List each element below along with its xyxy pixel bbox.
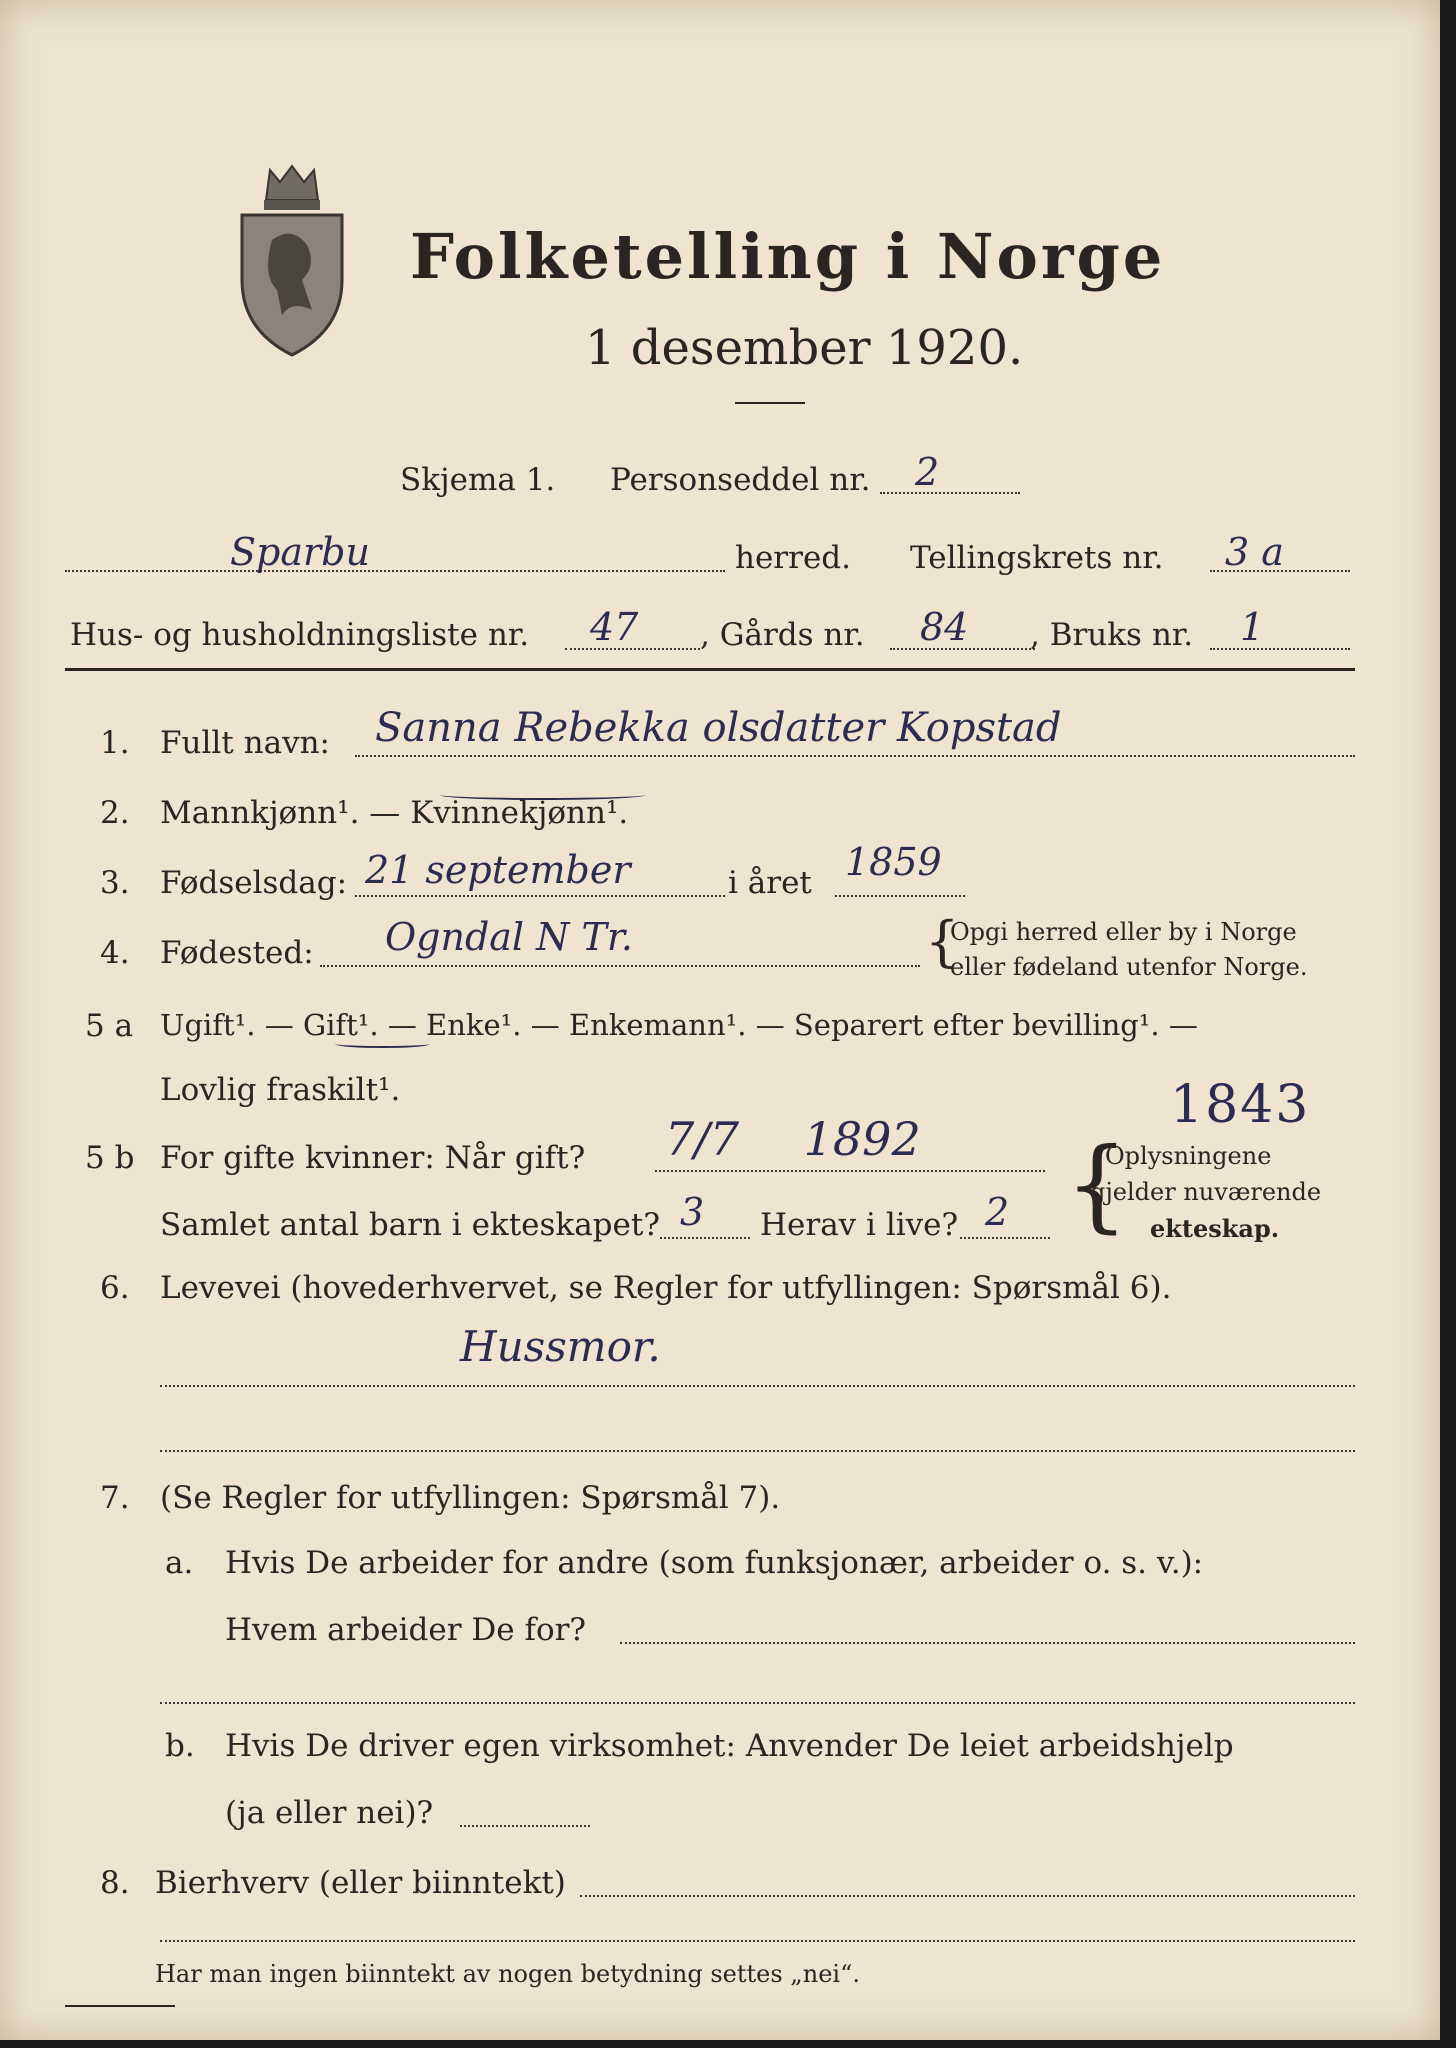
gards-label: , Gårds nr. [700,617,865,653]
herred-label: herred. [735,540,851,576]
q4-birthplace-value: Ogndal N Tr. [385,915,633,959]
q5b-note-line2: gjelder nuværende [1090,1178,1322,1206]
q5b-living-label: Herav i live? [760,1207,959,1243]
q4-label: Fødested: [160,935,314,971]
q4-note-line2: eller fødeland utenfor Norge. [950,953,1308,981]
q8-number: 8. [100,1865,130,1901]
q5b-label: For gifte kvinner: Når gift? [160,1140,586,1176]
q5a-number: 5 a [85,1008,134,1044]
bruks-label: , Bruks nr. [1030,617,1194,653]
q7-label: (Se Regler for utfyllingen: Spørsmål 7). [160,1480,781,1516]
q2-sex-underline-mark [440,790,645,800]
herred-value: Sparbu [230,530,370,574]
q5b-note-line3: ekteskap. [1150,1214,1280,1243]
tellingskrets-value: 3 a [1225,530,1284,574]
q6-number: 6. [100,1270,130,1306]
coat-of-arms-icon [232,160,352,360]
q5a-marital-options: Ugift¹. — Gift¹. — Enke¹. — Enkemann¹. — Separert efter bevilling¹. — [160,1008,1198,1042]
q5a-divorced-option: Lovlig fraskilt¹. [160,1072,401,1108]
q8-label: Bierhverv (eller biinntekt) [155,1865,566,1901]
hus-label: Hus- og husholdningsliste nr. [70,617,530,653]
q7-number: 7. [100,1480,130,1516]
footnote: Har man ingen biinntekt av nogen betydning settes „nei“. [155,1960,860,1988]
personseddel-label: Personseddel nr. [610,462,871,498]
q1-number: 1. [100,725,130,761]
q4-note-line1: Opgi herred eller by i Norge [950,918,1297,946]
tellingskrets-label: Tellingskrets nr. [910,540,1164,576]
q1-full-name-value: Sanna Rebekka olsdatter Kopstad [375,705,1062,751]
gards-value: 84 [920,605,969,649]
q6-label: Levevei (hovederhvervet, se Regler for utfyllingen: Spørsmål 6). [160,1270,1172,1306]
q5b-note-line1: Oplysningene [1105,1142,1272,1170]
q2-number: 2. [100,795,130,831]
form-title: Folketelling i Norge [410,220,1166,293]
q3-birthday-value: 21 september [365,848,631,892]
header-divider [65,668,1355,671]
q4-note-brace: { [925,910,960,973]
q3-number: 3. [100,865,130,901]
q5b-margin-note: 1843 [1170,1075,1311,1135]
q7a-question: Hvem arbeider De for? [225,1612,587,1648]
q4-number: 4. [100,935,130,971]
q2-sex-options: Mannkjønn¹. — Kvinnekjønn¹. [160,795,629,831]
q5b-note-brace: { [1065,1126,1129,1243]
q5b-children-label: Samlet antal barn i ekteskapet? [160,1207,660,1243]
hus-value: 47 [590,605,639,649]
q5b-number: 5 b [85,1140,135,1176]
q5b-married-date-value: 7/7 1892 [665,1112,921,1166]
skjema-label: Skjema 1. [400,462,556,498]
title-divider [735,402,805,404]
q7a-text: Hvis De arbeider for andre (som funksjonær, arbeider o. s. v.): [225,1545,1204,1581]
q5b-living-value: 2 [985,1190,1010,1234]
q6-occupation-value: Hussmor. [460,1322,661,1371]
q7a-number: a. [165,1545,194,1581]
bruks-value: 1 [1240,605,1265,649]
q3-year-value: 1859 [845,840,942,884]
q7b-number: b. [165,1728,195,1764]
q7b-question: (ja eller nei)? [225,1795,434,1831]
q3-label: Fødselsdag: [160,865,348,901]
footer-rule [65,2005,175,2007]
q3-year-label: i året [728,865,812,901]
q7b-text: Hvis De driver egen virksomhet: Anvender De leiet arbeidshjelp [225,1728,1234,1764]
personseddel-value: 2 [915,450,940,494]
form-date: 1 desember 1920. [585,320,1024,376]
q5b-children-value: 3 [680,1190,705,1234]
q5a-married-underline-mark [335,1040,430,1048]
q1-label: Fullt navn: [160,725,330,761]
